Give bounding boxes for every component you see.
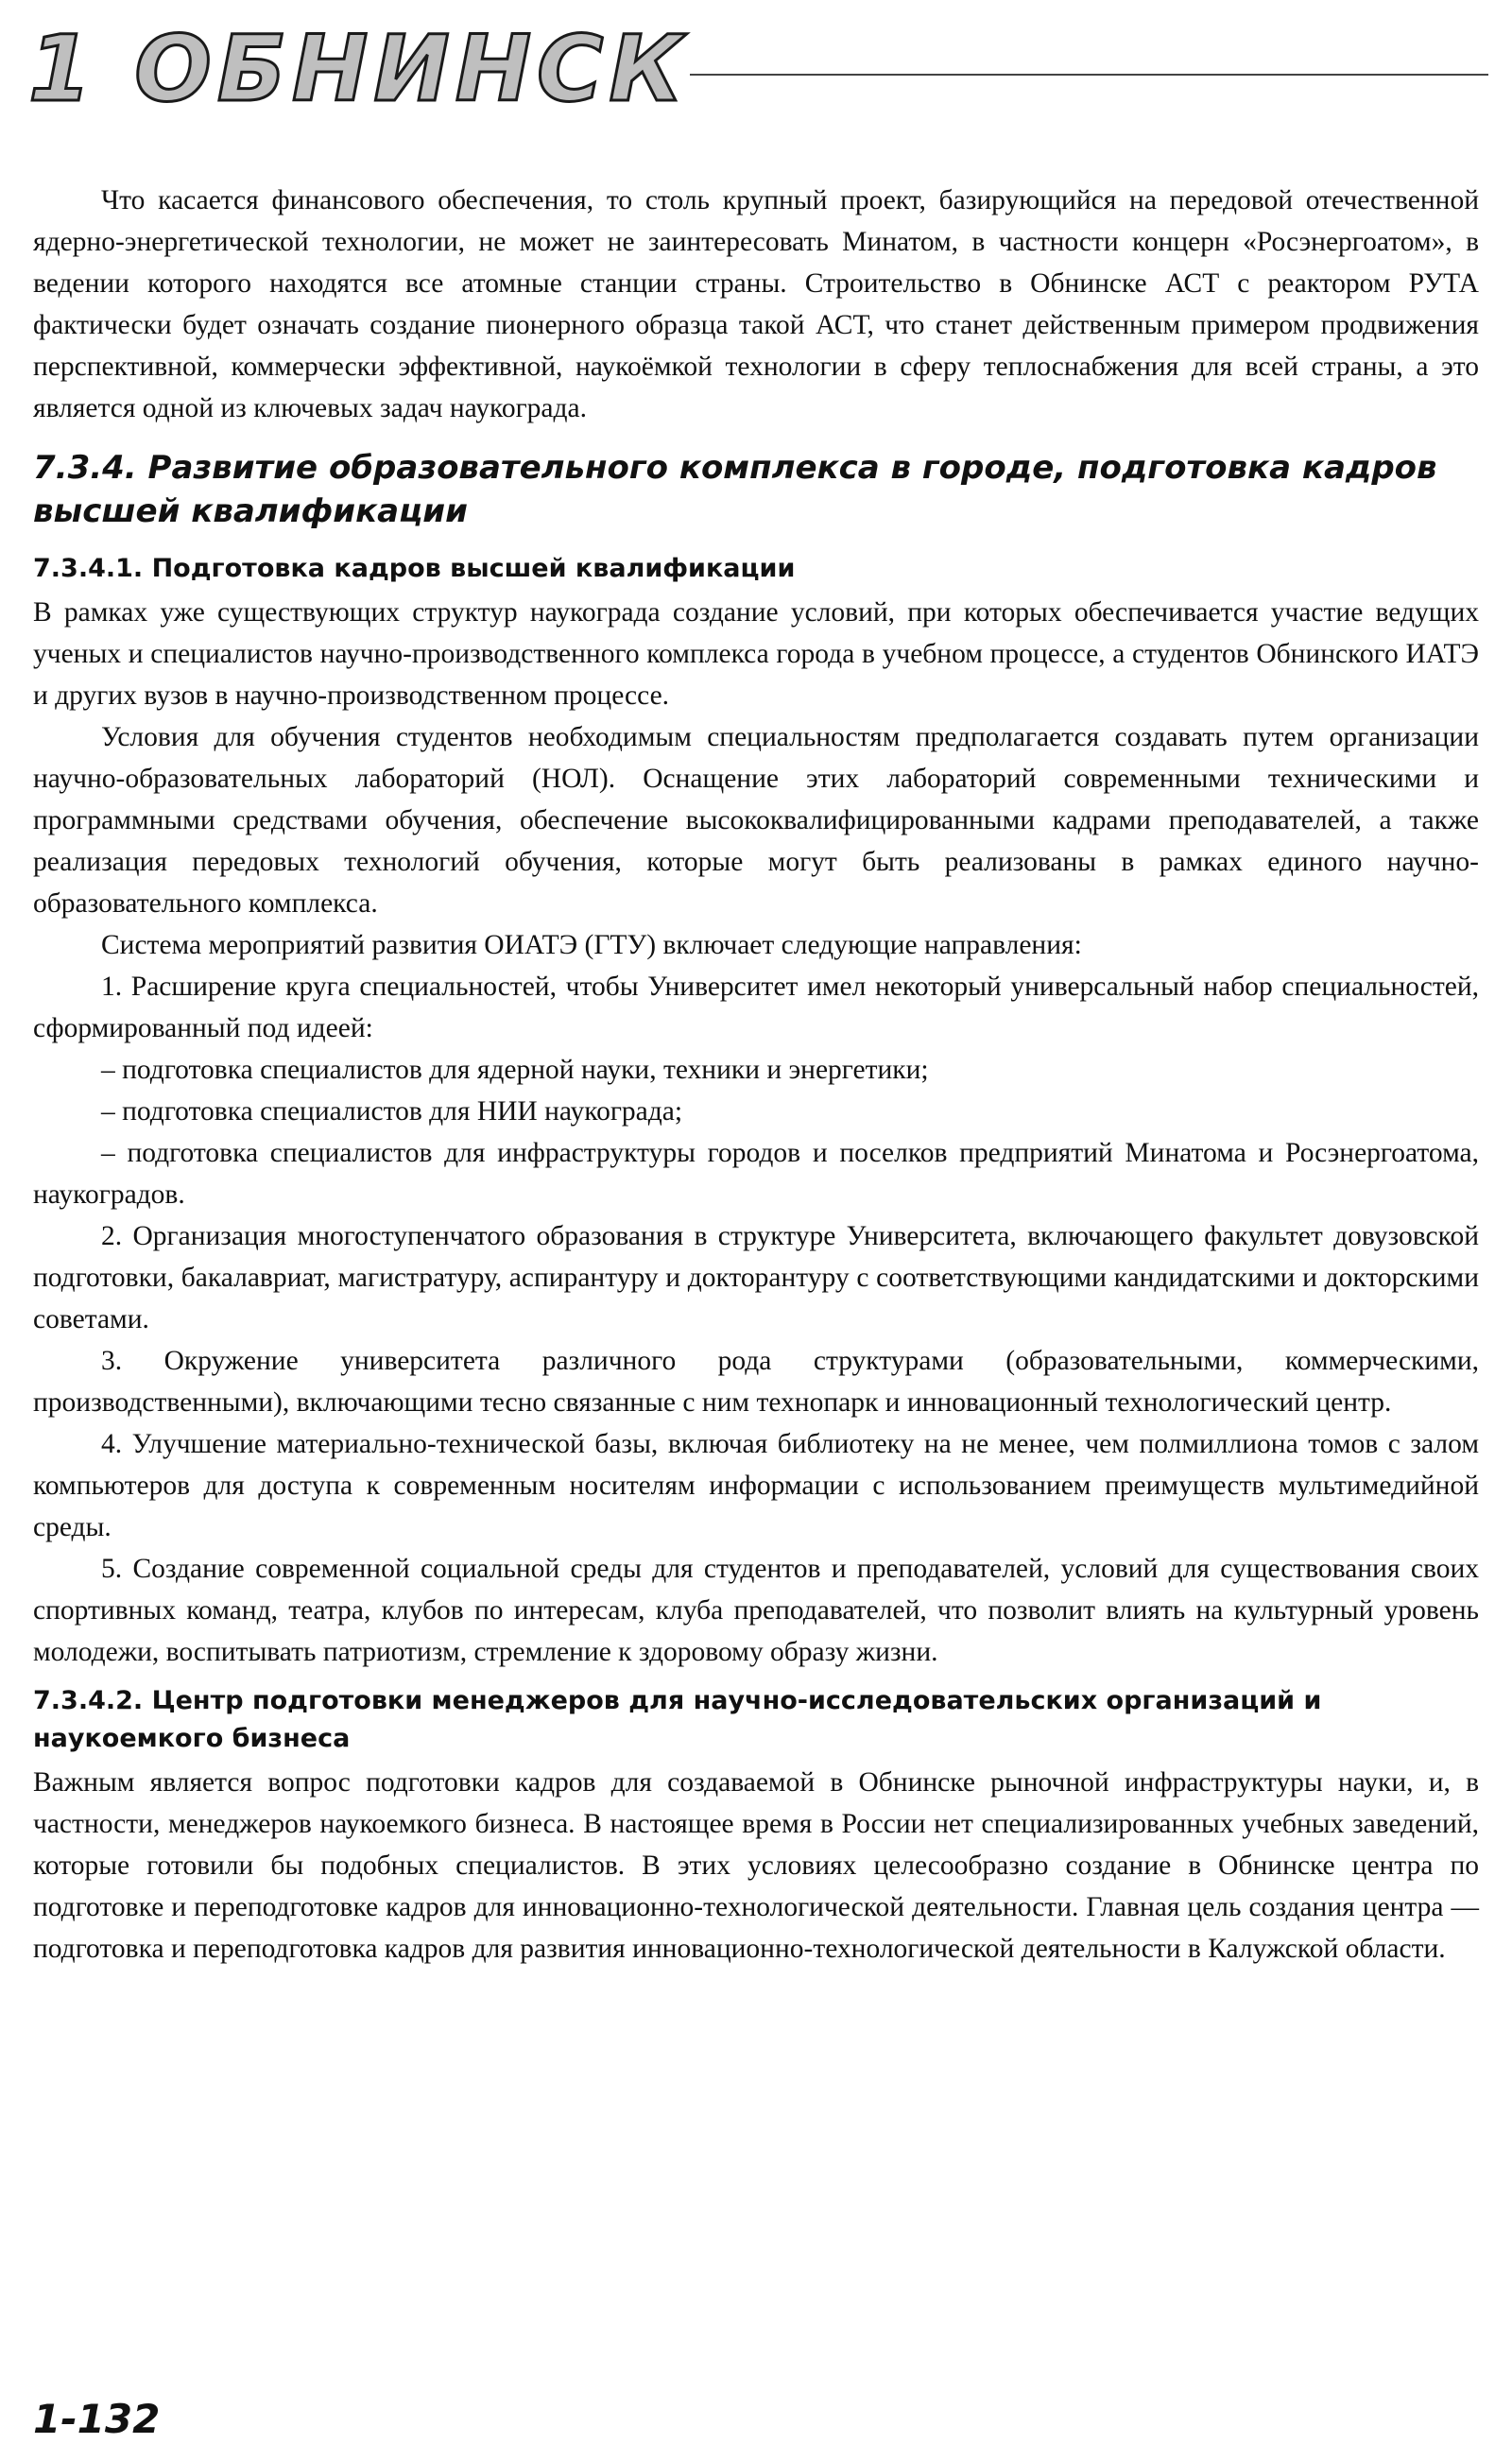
page-content: [33, 180, 1479, 1970]
chapter-title: 1 ОБНИНСК: [28, 16, 689, 122]
page-number: 1-132: [33, 2396, 161, 2442]
page-header: [28, 17, 1488, 121]
section-heading: 7.3.4. Развитие образовательного комплекса в городе, подготовка кадров высшей квалификации: [33, 449, 1437, 530]
paragraph: Условия для обучения студентов необходимым специальностям предполагается создавать путем организации научно-образовательных лабораторий (НОЛ). Оснащение этих лабораторий современными техническими и программными средствами обучения, обеспечение высококвалифицированными кадрами преподавателей, а также реализация передовых технологий обучения, которые могут быть реализованы в рамках единого научно-образовательного комплекса.: [33, 722, 1479, 919]
subsection-heading-2: 7.3.4.2. Центр подготовки менеджеров для научно-исследовательских организаций и наукоемкого бизнеса: [33, 1686, 1322, 1753]
dash-item: – подготовка специалистов для ядерной науки, техники и энергетики;: [101, 1055, 929, 1085]
list-item: 2. Организация многоступенчатого образования в структуре Университета, включающего факультет довузовской подготовки, бакалавриат, магистратуру, аспирантуру и докторантуру с соответствующими кандидатскими и докторскими советами.: [33, 1221, 1479, 1334]
dash-item: – подготовка специалистов для НИИ наукограда;: [101, 1096, 683, 1127]
list-item: 3. Окружение университета различного рода структурами (образовательными, коммерческими, производственными), включающими тесно связанные с ним технопарк и инновационный технологический центр.: [33, 1346, 1479, 1418]
subsection-heading-1: 7.3.4.1. Подготовка кадров высшей квалификации: [33, 554, 796, 583]
dash-item: – подготовка специалистов для инфраструктуры городов и поселков предприятий Минатома и Росэнергоатома, наукоградов.: [33, 1138, 1479, 1210]
list-item: 5. Создание современной социальной среды для студентов и преподавателей, условий для существования своих спортивных команд, театра, клубов по интересам, клуба преподавателей, что позволит влиять на культурный уровень молодежи, воспитывать патриотизм, стремление к здоровому образу жизни.: [33, 1554, 1479, 1667]
list-item: 4. Улучшение материально-технической базы, включая библиотеку на не менее, чем полмиллиона томов с залом компьютеров для доступа к современным носителям информации с использованием преимуществ мультимедийной среды.: [33, 1429, 1479, 1542]
paragraph: В рамках уже существующих структур наукограда создание условий, при которых обеспечивается участие ведущих ученых и специалистов научно-производственного комплекса города в учебном процессе, а студентов Обнинского ИАТЭ и других вузов в научно-производственном процессе.: [33, 597, 1479, 711]
header-rule: [690, 74, 1488, 76]
intro-paragraph: Что касается финансового обеспечения, то столь крупный проект, базирующийся на передовой отечественной ядерно-энергетической технологии, не может не заинтересовать Минатом, в частности концерн «Росэнергоатом», в ведении которого находятся все атомные станции страны. Строительство в Обнинске АСТ с реактором РУТА фактически будет означать создание пионерного образца такой АСТ, что станет действенным примером продвижения перспективной, коммерчески эффективной, наукоёмкой технологии в сферу теплоснабжения для всей страны, а это является одной из ключевых задач наукограда.: [33, 185, 1479, 423]
paragraph: Важным является вопрос подготовки кадров для создаваемой в Обнинске рыночной инфраструктуры науки, и, в частности, менеджеров наукоемкого бизнеса. В настоящее время в России нет специализированных учебных заведений, которые готовили бы подобных специалистов. В этих условиях целесообразно создание в Обнинске центра по подготовке и переподготовке кадров для инновационно-технологической деятельности. Главная цель создания центра — подготовка и переподготовка кадров для развития инновационно-технологической деятельности в Калужской области.: [33, 1767, 1479, 1964]
paragraph: Система мероприятий развития ОИАТЭ (ГТУ) включает следующие направления:: [101, 930, 1082, 960]
list-item: 1. Расширение круга специальностей, чтобы Университет имел некоторый универсальный набор специальностей, сформированный под идеей:: [33, 972, 1479, 1043]
